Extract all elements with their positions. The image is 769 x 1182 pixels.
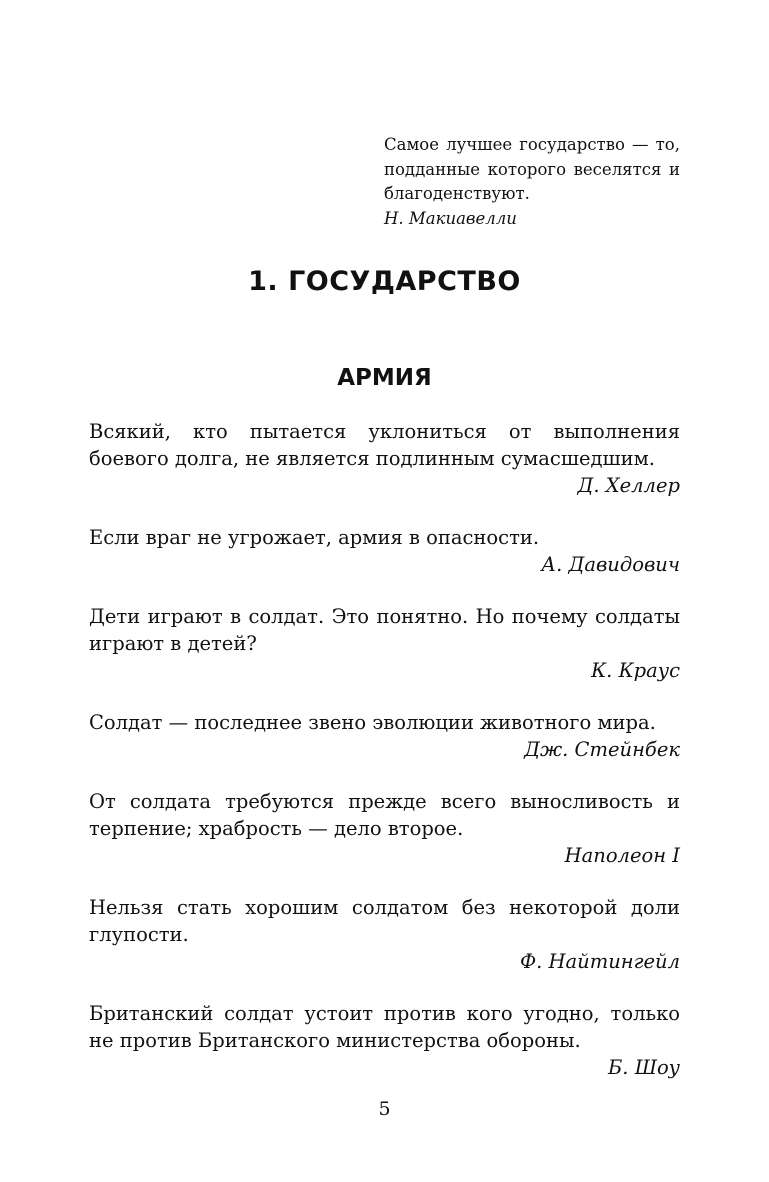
quote-item [89,524,680,578]
epigraph [384,133,680,231]
page-number: 5 [378,1098,391,1120]
quote-author: Б. Шоу [607,1056,680,1079]
quote-author: Наполеон I [564,844,680,867]
quote-author: А. Давидович [541,553,680,576]
quote-item [89,788,680,869]
quote-text: Дети играют в солдат. Это понятно. Но почему солдаты играют в детей? [89,605,680,655]
epigraph-author: Н. Макиавелли [384,208,517,228]
quote-author: Ф. Найтингейл [519,950,680,973]
chapter-title: 1. ГОСУДАРСТВО [248,266,521,297]
quote-text: Солдат — последнее звено эволюции животного мира. [89,711,656,734]
quote-text: Если враг не угрожает, армия в опасности. [89,526,540,549]
quote-text: От солдата требуются прежде всего выносливость и терпение; храбрость — дело второе. [89,790,680,840]
quote-author: К. Краус [591,659,680,682]
quote-text: Нельзя стать хорошим солдатом без некоторой доли глупости. [89,896,680,946]
quote-author: Дж. Стейнбек [524,738,680,761]
quote-item [89,1000,680,1081]
quote-text: Всякий, кто пытается уклониться от выполнения боевого долга, не является подлинным сумасшедшим. [89,420,680,470]
quote-item [89,603,680,684]
quote-item [89,709,680,763]
quote-author: Д. Хеллер [577,474,680,497]
epigraph-text: Самое лучшее государство — то, подданные которого веселятся и благоденствуют. [384,135,680,203]
quote-item [89,418,680,499]
quotes-list [89,418,680,1106]
quote-text: Британский солдат устоит против кого угодно, только не против Британского министерства обороны. [89,1002,680,1052]
section-title: АРМИЯ [337,365,432,391]
quote-item [89,894,680,975]
